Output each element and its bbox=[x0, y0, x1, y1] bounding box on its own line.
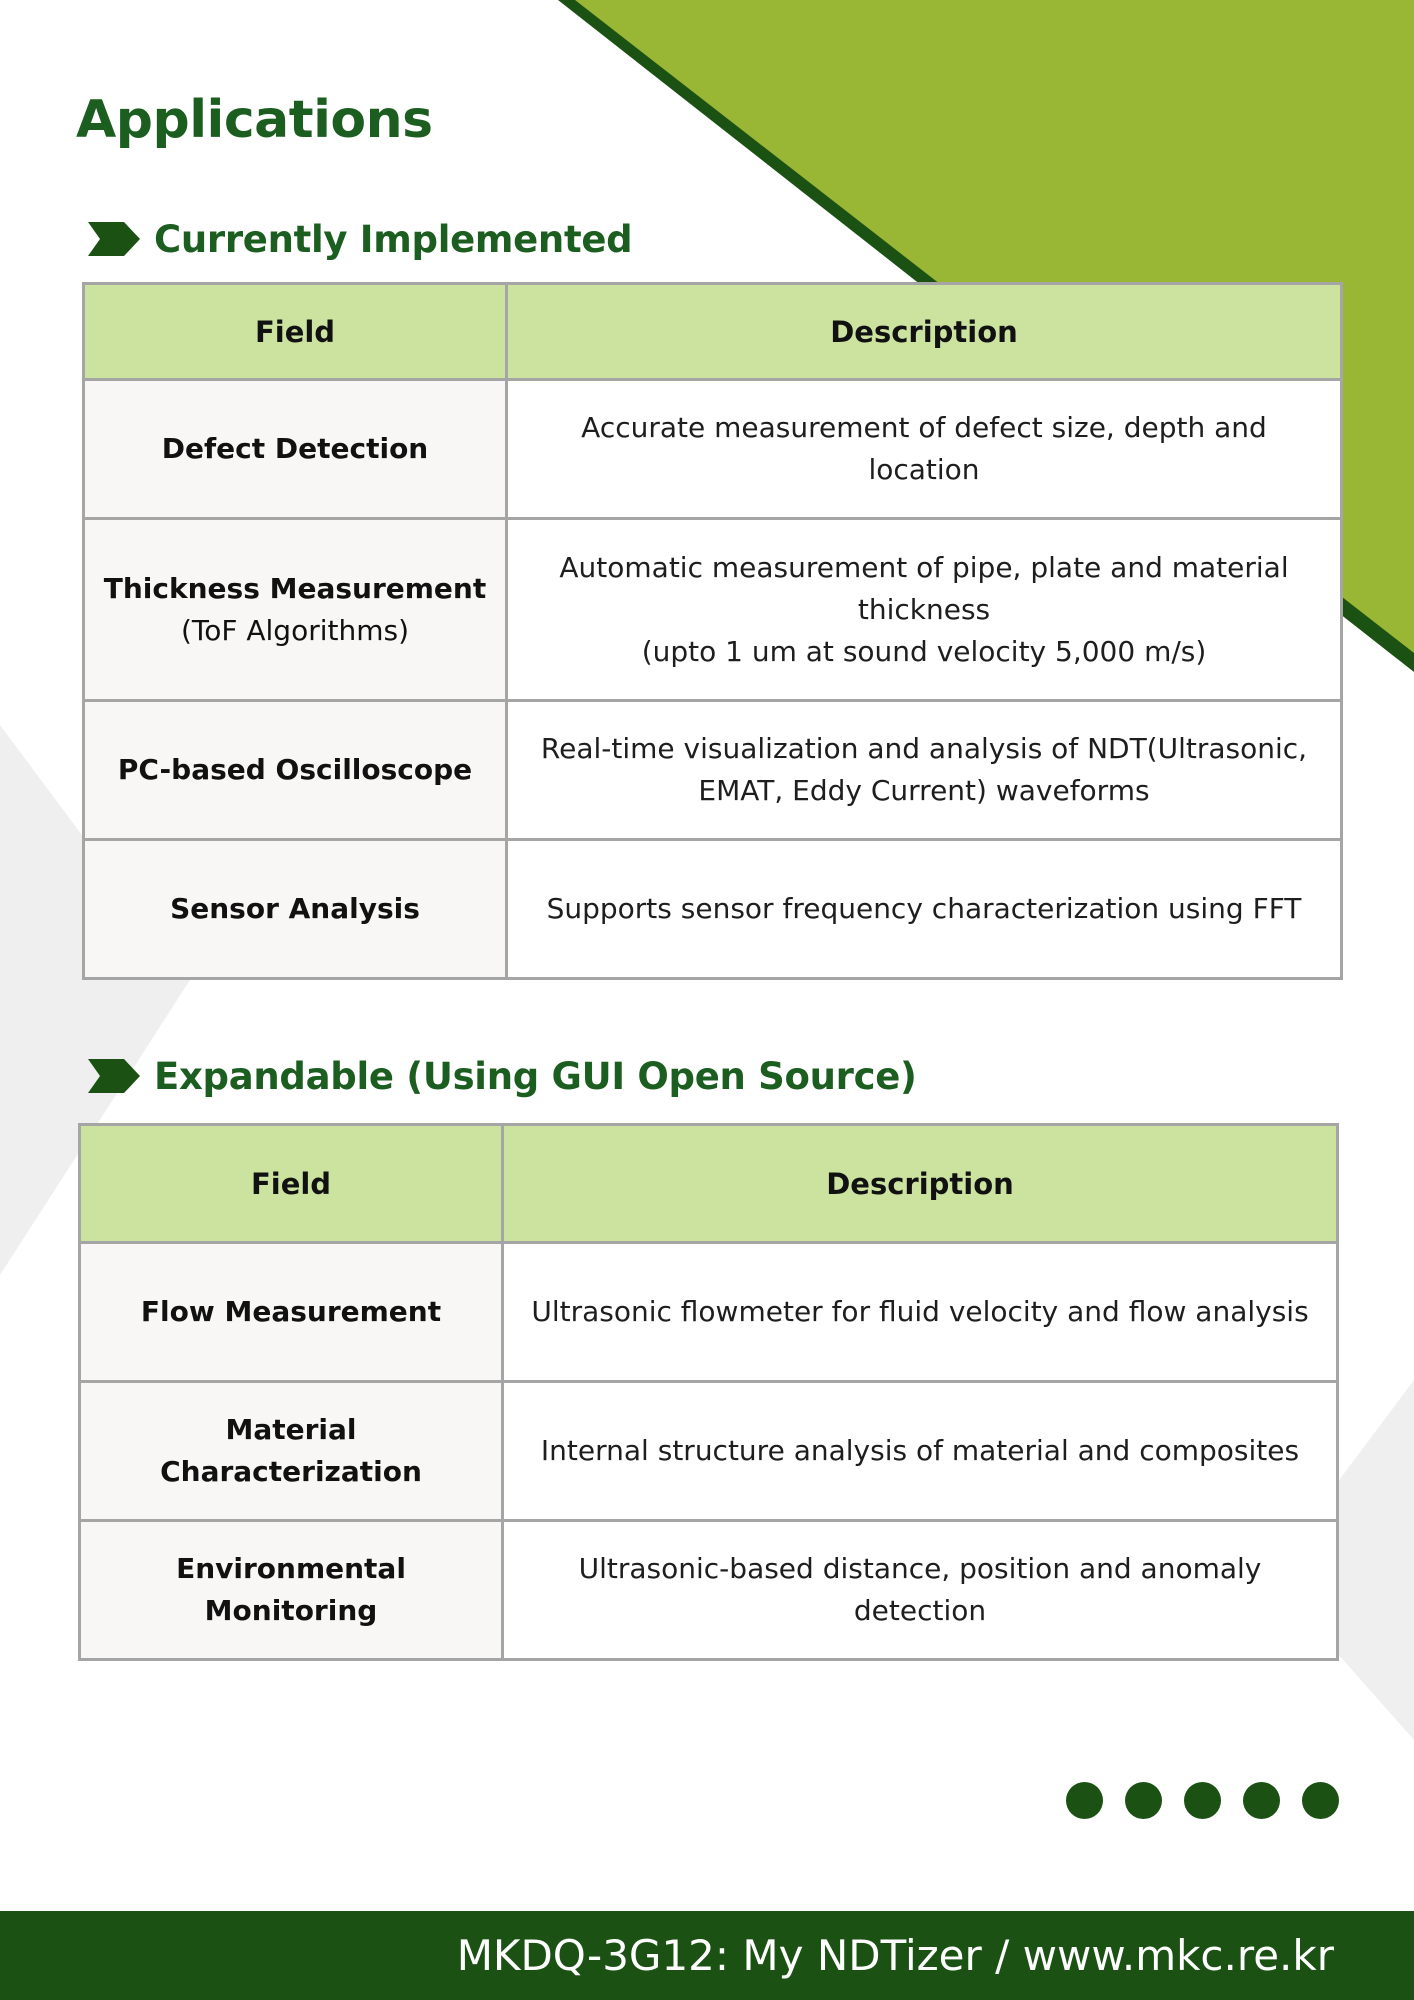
section-heading-text: Expandable (Using GUI Open Source) bbox=[154, 1054, 917, 1098]
field-cell bbox=[80, 1521, 503, 1660]
table-header-row bbox=[80, 1125, 1338, 1243]
table-row bbox=[84, 701, 1342, 840]
description-cell: Ultrasonic-based distance, position and anomaly detection bbox=[503, 1521, 1338, 1660]
description-cell bbox=[507, 519, 1342, 701]
field-name: Environmental Monitoring bbox=[176, 1552, 406, 1627]
description-note: (upto 1 um at sound velocity 5,000 m/s) bbox=[641, 634, 1207, 668]
field-name: Material Characterization bbox=[160, 1413, 422, 1488]
column-header-description: Description bbox=[503, 1125, 1338, 1243]
column-header-field: Field bbox=[84, 284, 507, 380]
pagination-dot bbox=[1125, 1782, 1162, 1819]
field-name: Sensor Analysis bbox=[170, 892, 420, 925]
footer-text: MKDQ-3G12: My NDTizer / www.mkc.re.kr bbox=[456, 1931, 1334, 1980]
pagination-dots bbox=[1066, 1782, 1339, 1819]
field-cell bbox=[84, 519, 507, 701]
description-cell: Ultrasonic flowmeter for fluid velocity and flow analysis bbox=[503, 1243, 1338, 1382]
currently-implemented-table bbox=[82, 282, 1343, 980]
table-row bbox=[84, 840, 1342, 979]
column-header-description: Description bbox=[507, 284, 1342, 380]
column-header-field: Field bbox=[80, 1125, 503, 1243]
pagination-dot bbox=[1302, 1782, 1339, 1819]
field-name: Flow Measurement bbox=[140, 1295, 442, 1328]
table-row bbox=[84, 380, 1342, 519]
table-row bbox=[84, 519, 1342, 701]
description-cell: Accurate measurement of defect size, depth and location bbox=[507, 380, 1342, 519]
pagination-dot bbox=[1066, 1782, 1103, 1819]
field-cell bbox=[80, 1382, 503, 1521]
field-name: Thickness Measurement bbox=[103, 571, 487, 605]
section-heading-text: Currently Implemented bbox=[154, 217, 633, 261]
description-text: Automatic measurement of pipe, plate and material thickness bbox=[559, 550, 1289, 626]
section-heading-currently-implemented bbox=[88, 214, 632, 264]
table-row bbox=[80, 1382, 1338, 1521]
description-cell: Real-time visualization and analysis of NDT(Ultrasonic, EMAT, Eddy Current) waveforms bbox=[507, 701, 1342, 840]
chevron-arrow-icon bbox=[88, 222, 140, 256]
section-heading-expandable bbox=[88, 1051, 917, 1101]
field-cell bbox=[80, 1243, 503, 1382]
pagination-dot bbox=[1184, 1782, 1221, 1819]
field-cell bbox=[84, 701, 507, 840]
field-name: PC-based Oscilloscope bbox=[117, 753, 473, 786]
field-name: Defect Detection bbox=[161, 432, 429, 465]
footer-bar bbox=[0, 1911, 1414, 2000]
field-note: (ToF Algorithms) bbox=[180, 613, 410, 647]
field-cell bbox=[84, 380, 507, 519]
description-cell: Internal structure analysis of material and composites bbox=[503, 1382, 1338, 1521]
table-header-row bbox=[84, 284, 1342, 380]
table-row bbox=[80, 1243, 1338, 1382]
pagination-dot bbox=[1243, 1782, 1280, 1819]
expandable-table bbox=[78, 1123, 1339, 1661]
table-row bbox=[80, 1521, 1338, 1660]
page-title: Applications bbox=[76, 90, 433, 150]
description-cell: Supports sensor frequency characterization using FFT bbox=[507, 840, 1342, 979]
chevron-arrow-icon bbox=[88, 1059, 140, 1093]
field-cell bbox=[84, 840, 507, 979]
